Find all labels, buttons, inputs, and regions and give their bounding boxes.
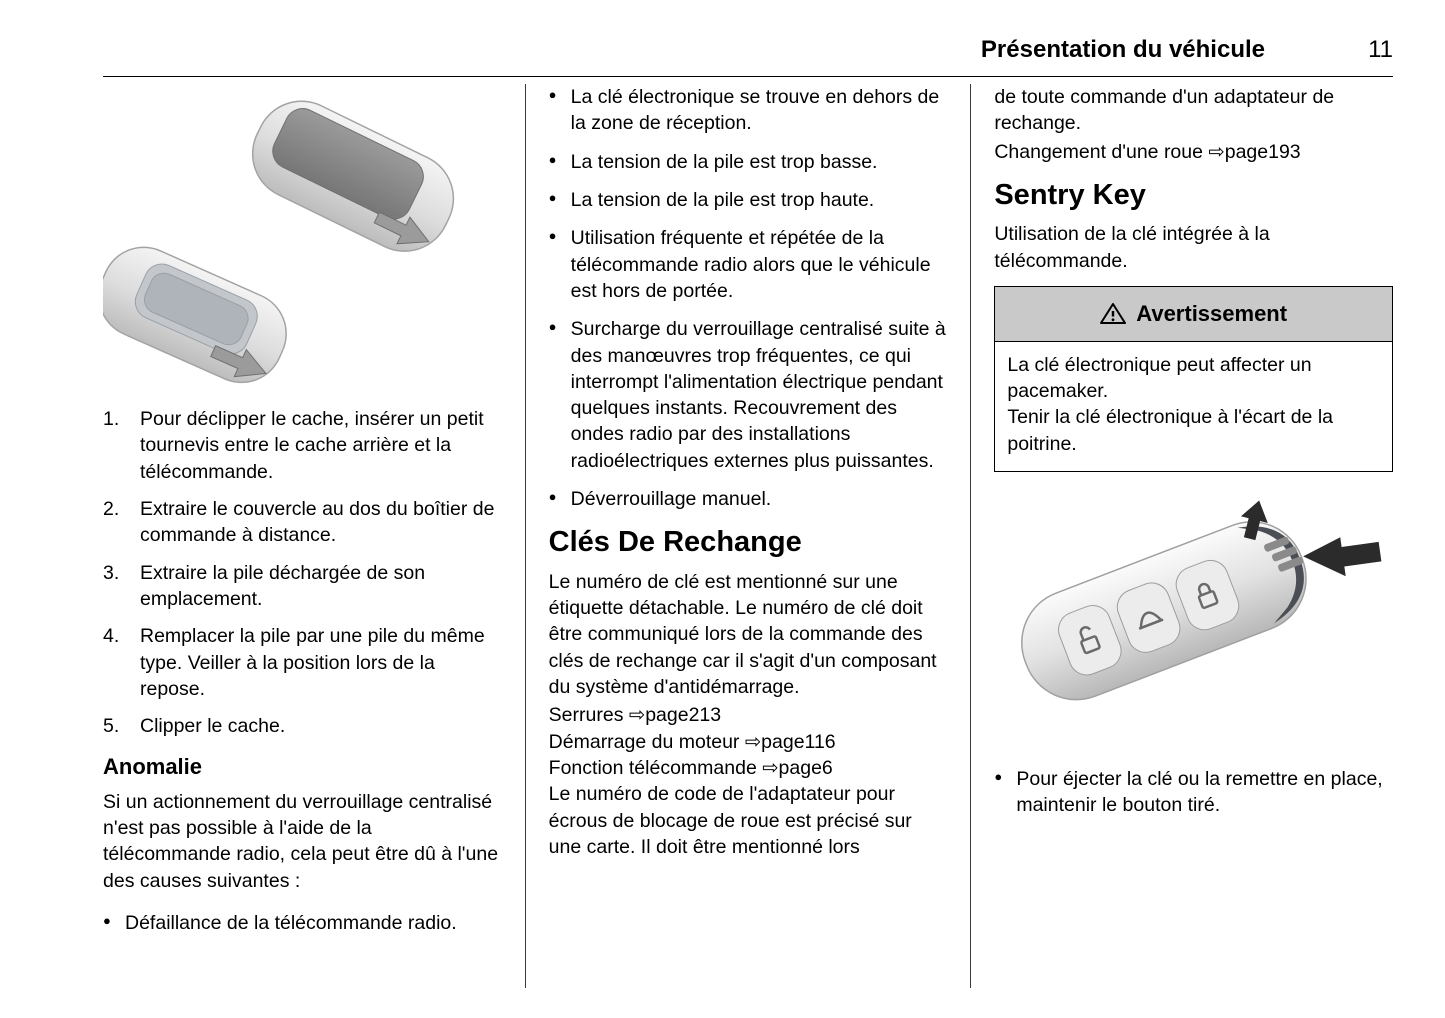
step-text: Pour déclipper le cache, insérer un petit tournevis entre le cache arrière et la télécommande. <box>140 408 484 483</box>
list-item: ● Pour éjecter la clé ou la remettre en place, maintenir le bouton tiré. <box>994 766 1393 819</box>
page-reference-demarrage: Démarrage du moteur ⇨page116 <box>548 730 836 753</box>
anomalie-heading: Anomalie <box>103 754 203 780</box>
list-item: ● Utilisation fréquente et répétée de la télécommande radio alors que le véhicule est hors de portée. <box>549 225 948 304</box>
left-column <box>103 84 502 988</box>
step-number: 1. <box>103 408 120 430</box>
sentry-key-illustration <box>994 496 1393 752</box>
page-title: Présentation du véhicule <box>980 36 1265 63</box>
step-text: Extraire le couvercle au dos du boîtier de commande à distance. <box>140 497 495 547</box>
step-item <box>103 560 502 613</box>
battery-steps-list <box>103 406 502 739</box>
page-reference-changement-roue: Changement d'une roue ⇨page193 <box>994 140 1301 163</box>
warning-header <box>995 287 1392 342</box>
warning-triangle-icon <box>1100 302 1126 325</box>
step-item <box>103 496 502 549</box>
page-reference-telecommande: Fonction télécommande ⇨page6 <box>548 756 833 779</box>
battery-replacement-illustration <box>103 84 502 392</box>
step-number: 4. <box>103 625 120 648</box>
warning-line: La clé électronique peut affecter un pacemaker. <box>1007 353 1312 402</box>
list-item: ● La clé électronique se trouve en dehors de la zone de réception. <box>549 84 948 137</box>
column-divider <box>525 84 526 988</box>
step-number: 2. <box>103 497 120 520</box>
sentry-key-heading: Sentry Key <box>994 178 1146 211</box>
list-item: ● La tension de la pile est trop haute. <box>549 187 948 213</box>
middle-column <box>549 84 948 988</box>
content-columns <box>103 84 1393 988</box>
anomalie-paragraph: Si un actionnement du verrouillage centralisé n'est pas possible à l'aide de la télécommande radio, cela peut être dû à l'une des causes suivantes : <box>103 790 499 892</box>
list-item: ● Défaillance de la télécommande radio. <box>103 910 502 936</box>
spare-keys-paragraph: Le numéro de clé est mentionné sur une étiquette détachable. Le numéro de clé doit être communiqué lors de la commande des clés de rechange car il s'agit d'un composant du système d'antidémarrage. <box>548 570 937 698</box>
list-item: ● La tension de la pile est trop basse. <box>549 149 948 175</box>
list-item: ● Surcharge du verrouillage centralisé suite à des manœuvres trop fréquentes, ce qui interrompt l'alimentation électrique pendant quelques instants. Recouvrement des ondes radio par des installations radioélectriques externes plus puissantes. <box>549 316 948 474</box>
column-divider <box>970 84 971 988</box>
step-number: 3. <box>103 561 120 584</box>
warning-body <box>995 342 1392 471</box>
wheel-lock-code-paragraph: Le numéro de code de l'adaptateur pour écrous de blocage de roue est précisé sur une carte. Il doit être mentionné lors <box>548 783 912 858</box>
step-item <box>103 406 502 485</box>
step-text: Extraire la pile déchargée de son emplacement. <box>140 561 426 610</box>
page-reference-serrures: Serrures ⇨page213 <box>548 704 722 727</box>
step-text: Clipper le cache. <box>140 715 286 738</box>
step-item <box>103 713 502 739</box>
step-item <box>103 623 502 702</box>
spare-keys-heading: Clés De Rechange <box>548 526 802 559</box>
continuation-paragraph: de toute commande d'un adaptateur de rechange. <box>994 86 1335 135</box>
page-number: 11 <box>1368 36 1393 63</box>
list-item: ● Déverrouillage manuel. <box>549 486 948 512</box>
sentry-key-intro: Utilisation de la clé intégrée à la télécommande. <box>994 223 1270 272</box>
step-number: 5. <box>103 715 120 738</box>
warning-box <box>994 286 1393 472</box>
warning-line: Tenir la clé électronique à l'écart de la poitrine. <box>1007 406 1333 455</box>
warning-title: Avertissement <box>1136 300 1288 326</box>
step-text: Remplacer la pile par une pile du même type. Veiller à la position lors de la repose. <box>140 625 485 700</box>
page-header <box>103 34 1393 77</box>
right-column <box>994 84 1393 988</box>
